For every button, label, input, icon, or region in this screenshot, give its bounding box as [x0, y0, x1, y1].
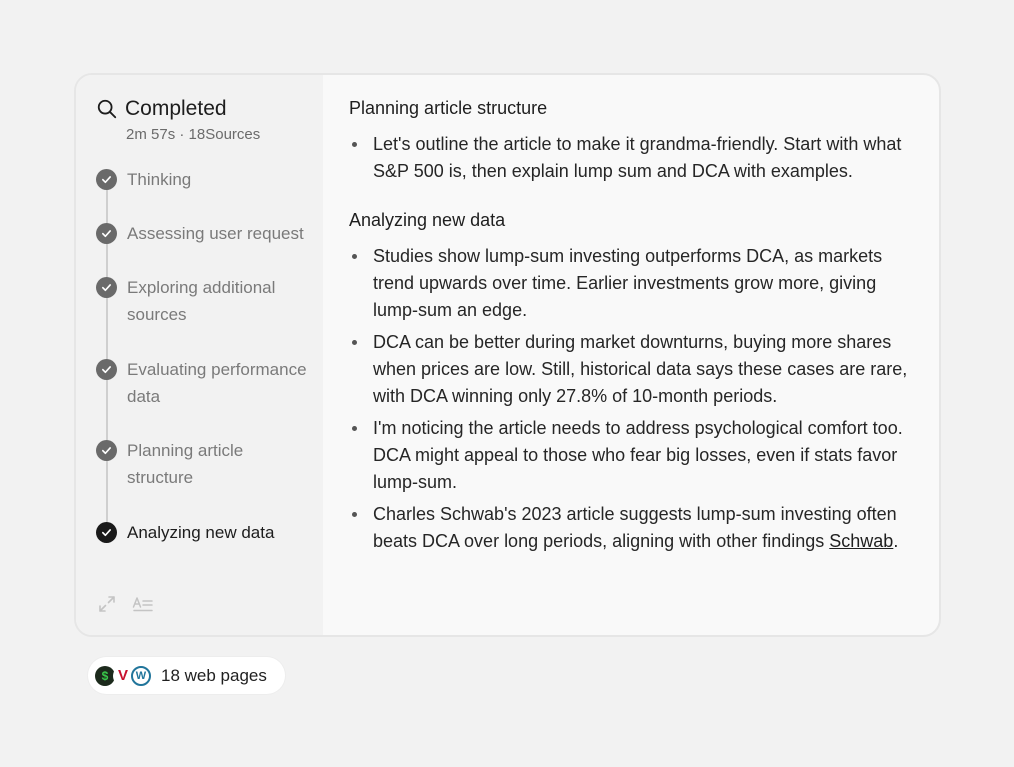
step-planning-article-structure[interactable] [96, 440, 309, 491]
step-label: Assessing user request [127, 224, 304, 243]
check-circle-icon [96, 169, 117, 190]
list-item: I'm noticing the article needs to address psychological comfort too. DCA might appeal to those who fear big losses, even if stats favor lump-sum. [349, 415, 924, 496]
step-label: Thinking [127, 170, 192, 189]
bullet-list [349, 243, 924, 555]
step-analyzing-new-data[interactable] [96, 522, 309, 546]
text-format-icon[interactable] [132, 593, 154, 615]
progress-sidebar [76, 75, 323, 635]
dollar-site-favicon: $ [95, 666, 115, 686]
sources-count: 18Sources [188, 126, 261, 143]
section-analyzing [349, 207, 924, 555]
sources-chip-label: 18 web pages [161, 665, 267, 685]
expand-icon[interactable] [96, 593, 118, 615]
step-assessing-user-request[interactable] [96, 223, 309, 247]
check-circle-icon [96, 522, 117, 543]
research-panel [74, 73, 941, 637]
section-title: Planning article structure [349, 98, 548, 118]
step-label: Analyzing new data [127, 523, 275, 542]
check-circle-icon [96, 359, 117, 380]
check-circle-icon [96, 223, 117, 244]
list-item-text: Charles Schwab's 2023 article suggests lump-sum investing often beats DCA over long periods, aligning with other findings [373, 504, 897, 551]
sidebar-footer [96, 593, 168, 615]
v-site-favicon: V [113, 666, 133, 686]
sidebar-header [96, 97, 227, 121]
step-label: Planning article structure [127, 441, 244, 487]
section-planning [349, 95, 924, 185]
section-title: Analyzing new data [349, 210, 506, 230]
step-label: Evaluating performance data [127, 360, 307, 406]
step-exploring-additional-sources[interactable] [96, 277, 309, 328]
bullet-list [349, 131, 924, 185]
check-circle-icon [96, 440, 117, 461]
step-thinking[interactable] [96, 169, 309, 193]
elapsed-time: 2m 57s [126, 126, 176, 143]
status-meta [126, 126, 260, 143]
list-item-end: . [893, 531, 899, 551]
step-evaluating-performance-data[interactable] [96, 359, 309, 410]
check-circle-icon [96, 277, 117, 298]
list-item: DCA can be better during market downturns, buying more shares when prices are low. Still, historical data says these cases are rare, with DCA winning only 27.8% of 10-month periods. [349, 329, 924, 410]
wordpress-favicon: W [131, 666, 151, 686]
step-label: Exploring additional sources [127, 278, 276, 324]
list-item: Studies show lump-sum investing outperforms DCA, as markets trend upwards over time. Earlier investments grow more, giving lump-sum an edge. [349, 243, 924, 324]
thought-content [349, 95, 924, 577]
source-link-schwab[interactable]: Schwab [829, 531, 894, 551]
list-item [349, 501, 924, 555]
search-icon [96, 98, 118, 120]
sources-chip[interactable] [88, 657, 285, 694]
list-item: Let's outline the article to make it grandma-friendly. Start with what S&P 500 is, then explain lump sum and DCA with examples. [349, 131, 924, 185]
meta-separator: · [175, 126, 189, 143]
status-title: Completed [125, 97, 227, 120]
